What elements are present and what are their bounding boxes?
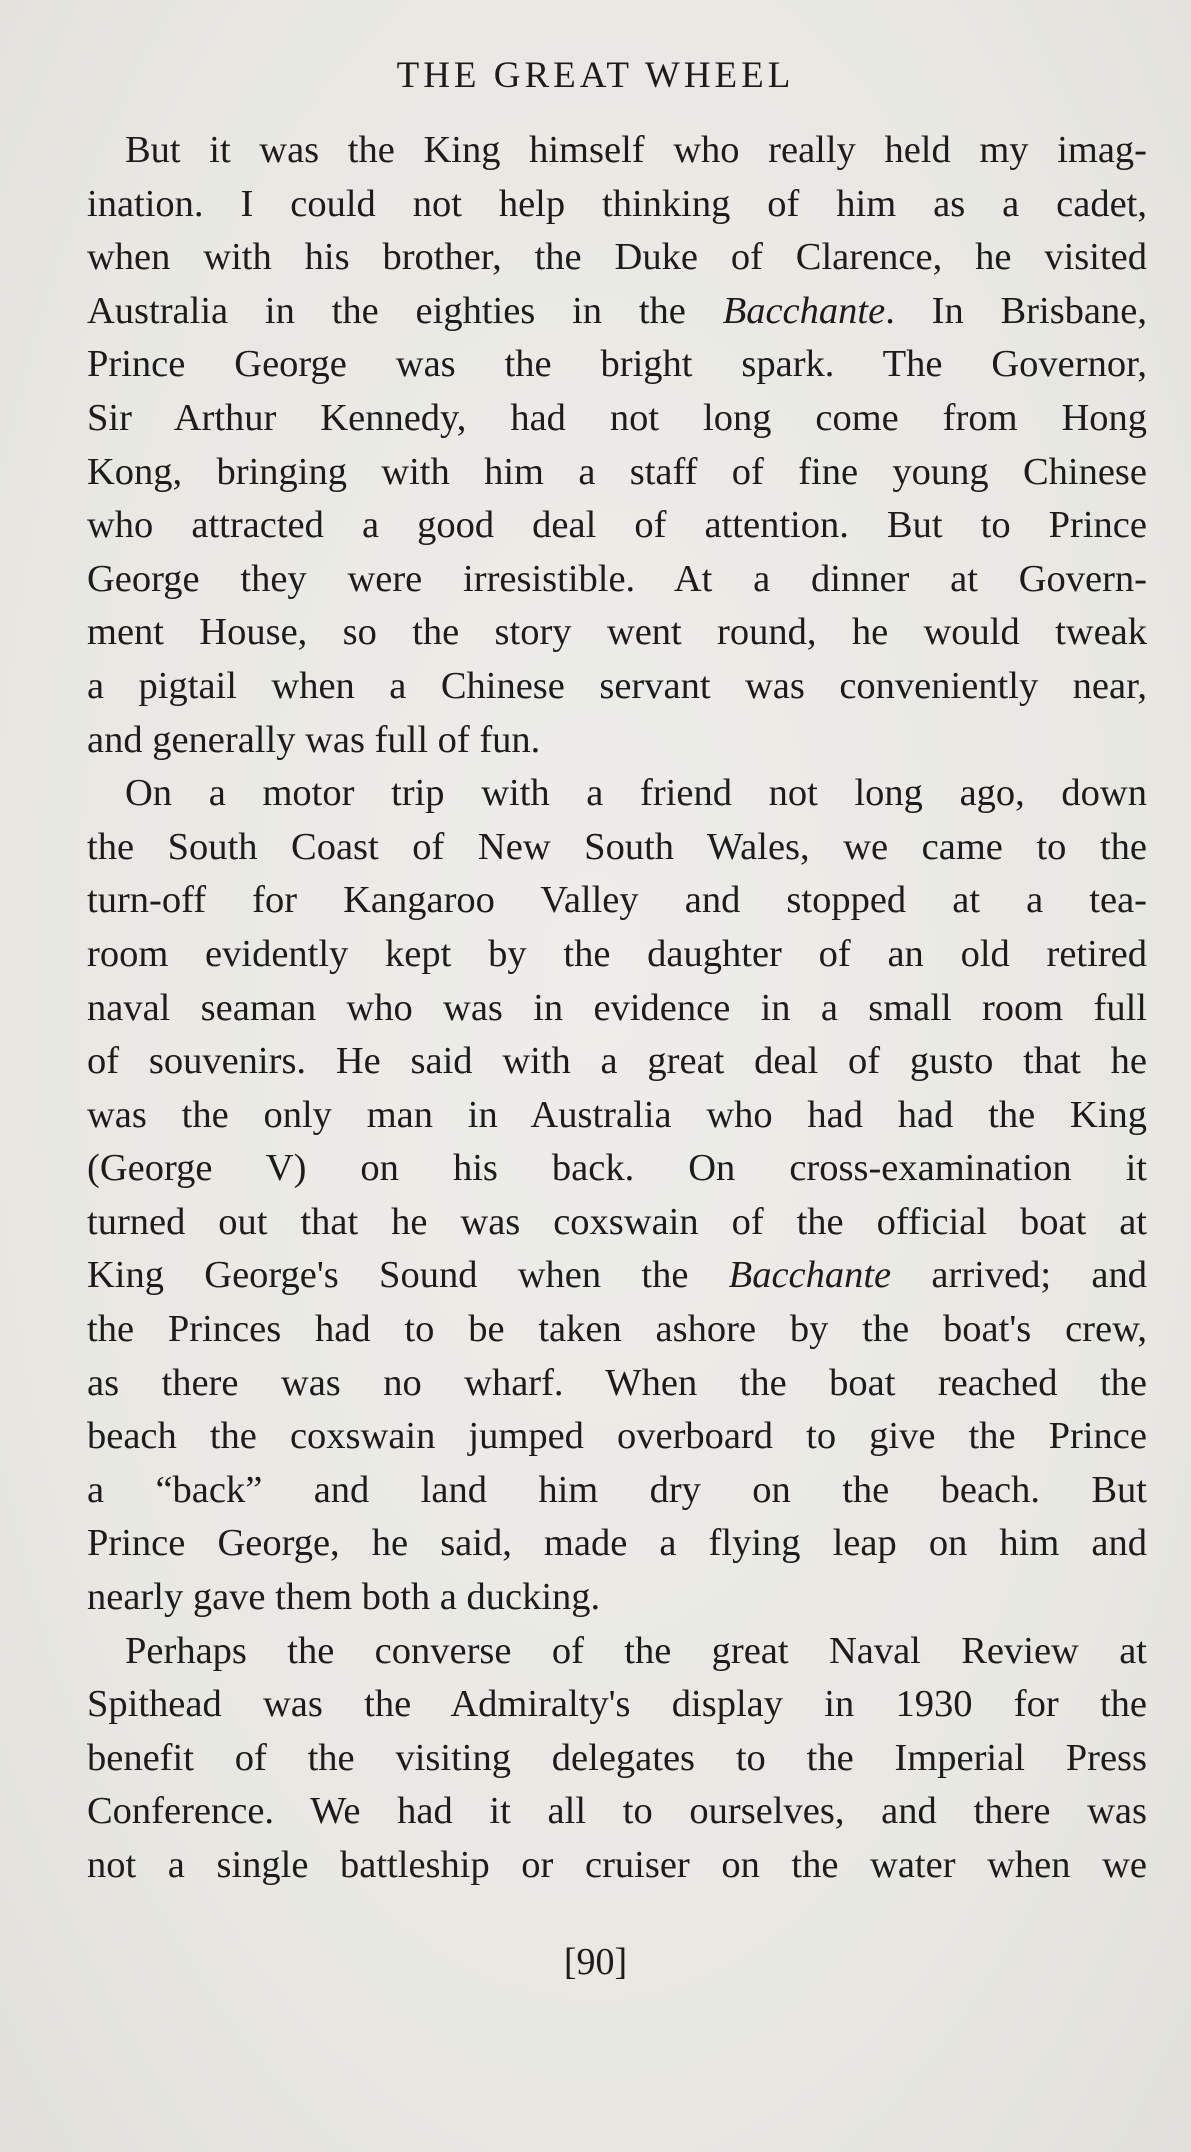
text-line: Prince George was the bright spark. The Governor, (87, 343, 1147, 386)
text-line: who attracted a good deal of attention. But to Prince (87, 504, 1147, 547)
text-line: Spithead was the Admiralty's display in 1930 for the (87, 1683, 1147, 1726)
text-line: when with his brother, the Duke of Clarence, he visited (87, 236, 1147, 279)
text-line: Kong, bringing with him a staff of fine young Chinese (87, 450, 1147, 493)
text-line: Australia in the eighties in the Bacchante. In Brisbane, (87, 289, 1147, 332)
text-line: ment House, so the story went round, he would tweak (87, 611, 1147, 654)
text-line: not a single battleship or cruiser on the water when we (87, 1844, 1147, 1886)
text-line: beach the coxswain jumped overboard to give the Prince (87, 1415, 1147, 1458)
text-line: room evidently kept by the daughter of an old retired (87, 932, 1147, 975)
text-line: was the only man in Australia who had had the King (87, 1093, 1147, 1136)
running-head: THE GREAT WHEEL (396, 55, 795, 96)
text-line: On a motor trip with a friend not long ago, down (125, 772, 1147, 815)
text-line: Prince George, he said, made a flying leap on him and (87, 1522, 1147, 1565)
text-line: Perhaps the converse of the great Naval Review at (125, 1629, 1147, 1672)
text-line: (George V) on his back. On cross-examination it (87, 1147, 1147, 1190)
text-line: benefit of the visiting delegates to the Imperial Press (87, 1736, 1147, 1779)
page-number: [90] (563, 1941, 628, 1983)
text-line: and generally was full of fun. (87, 718, 541, 761)
text-line: ination. I could not help thinking of him as a cadet, (87, 182, 1147, 225)
body-text (87, 124, 1147, 1893)
text-line: as there was no wharf. When the boat reached the (87, 1361, 1147, 1404)
text-line: George they were irresistible. At a dinner at Govern- (87, 557, 1147, 600)
text-line: But it was the King himself who really held my imag- (125, 129, 1147, 171)
text-line: Sir Arthur Kennedy, had not long come from Hong (87, 396, 1147, 439)
text-line: the South Coast of New South Wales, we came to the (87, 825, 1147, 868)
text-line: naval seaman who was in evidence in a small room full (87, 986, 1147, 1029)
text-line: the Princes had to be taken ashore by the boat's crew, (87, 1308, 1147, 1351)
text-line: Conference. We had it all to ourselves, and there was (87, 1790, 1147, 1833)
text-line: nearly gave them both a ducking. (87, 1576, 601, 1619)
text-line: a pigtail when a Chinese servant was conveniently near, (87, 664, 1147, 707)
text-line: of souvenirs. He said with a great deal of gusto that he (87, 1040, 1147, 1083)
text-line: turned out that he was coxswain of the official boat at (87, 1200, 1147, 1243)
text-line: a “back” and land him dry on the beach. But (87, 1468, 1147, 1511)
text-line: turn-off for Kangaroo Valley and stopped at a tea- (87, 879, 1147, 922)
text-line: King George's Sound when the Bacchante arrived; and (87, 1254, 1147, 1297)
